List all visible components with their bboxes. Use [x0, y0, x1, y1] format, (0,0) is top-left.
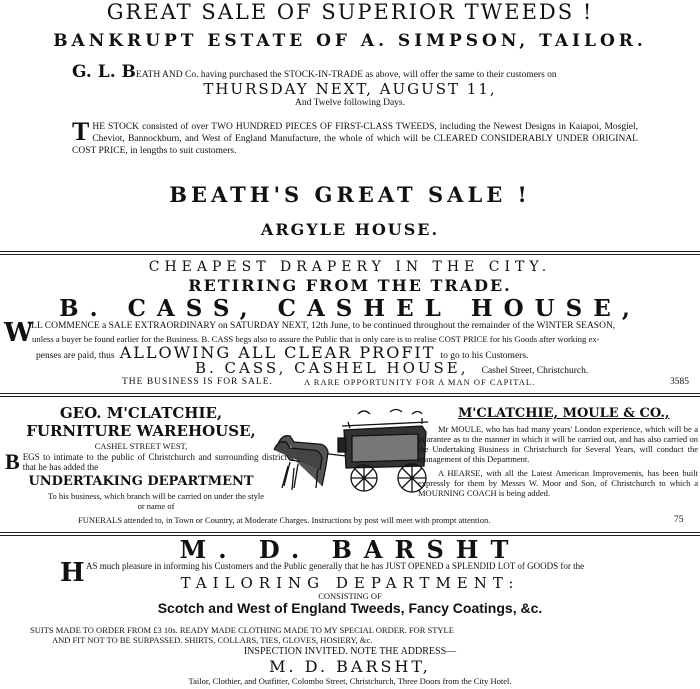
- ad3-right-name: M'CLATCHIE, MOULE & CO.,: [458, 406, 670, 421]
- ad2-address: Cashel Street, Christchurch.: [481, 366, 589, 376]
- ad4-invited: INSPECTION INVITED. NOTE THE ADDRESS—: [243, 646, 457, 657]
- ad1-body-text: HE STOCK consisted of over TWO HUNDRED PIECES OF FIRST-CLASS TWEEDS, including the Newest Designs in Kaiapoi, Mosgiel, Cheviot, Bannockburn, and West of England Manufacture, the whole of which will be CLEARED CONSIDERABLY UNDER ORIGINAL COST PRICE, in lengths to suit customers.: [72, 122, 638, 156]
- ad2-name2-line: [195, 358, 588, 377]
- ad3-funerals: FUNERALS attended to, in Town or Country, at Moderate Charges. Instructions by post will meet with prompt attention.: [78, 515, 491, 525]
- ad1-great-sale: BEATH'S GREAT SALE !: [169, 182, 531, 207]
- ad2-line3-b: to go to his Customers.: [440, 351, 529, 361]
- ad3-left-body-text: EGS to intimate to the public of Christchurch and surrounding district that he has added the: [22, 452, 287, 472]
- ad3-left-street: CASHEL STREET WEST,: [94, 441, 188, 451]
- ad2-cheapest: CHEAPEST DRAPERY IN THE CITY.: [148, 259, 552, 275]
- ad3-right-body1: Mr MOULE, who has had many years' London experience, which will be a guarantee as to the manner in which it will be carried out, and has also carried on the Undertaking Business in Christchurch for Several Years, will conduct the management of this Department.: [418, 424, 698, 464]
- ad3-number: 75: [674, 515, 684, 525]
- ad1-intro-gl: G. L. B: [72, 62, 136, 82]
- ad1-headline: GREAT SALE OF SUPERIOR TWEEDS !: [106, 0, 594, 24]
- ad4-tailoring: TAILORING DEPARTMENT:: [180, 574, 520, 592]
- ad1-following: And Twelve following Days.: [295, 98, 405, 108]
- ad3-left-tail2: or name of: [137, 501, 175, 511]
- ad3-left-drop-cap: B: [5, 449, 20, 474]
- ad3-right-body2: A HEARSE, with all the Latest American Improvements, has been built expressly for them by Messrs W. Moor and Son, of Christchurch to which a MOURNING COACH is being added.: [418, 468, 698, 498]
- ad1-house: ARGYLE HOUSE.: [260, 220, 440, 239]
- ad4-consisting: CONSISTING OF: [318, 591, 382, 601]
- ad4-name: M. D. BARSHT: [179, 535, 521, 564]
- ad2-line3-a: penses are paid, thus: [36, 351, 115, 361]
- hearse-illustration: [272, 408, 432, 496]
- ad1-drop-cap: T: [72, 117, 90, 146]
- ad3-left-tail1: To his business, which branch will be carried on under the style: [47, 491, 265, 501]
- ad3-left-name: GEO. M'CLATCHIE,: [59, 404, 223, 422]
- ad2-name2: B. CASS, CASHEL HOUSE,: [195, 359, 469, 377]
- ad1-intro-line: [72, 62, 557, 82]
- ad3-left-body: [5, 449, 287, 474]
- ad2-rare: A RARE OPPORTUNITY FOR A MAN OF CAPITAL.: [304, 377, 536, 387]
- ad2-number: 3585: [670, 377, 689, 387]
- ad4-line1: AS much pleasure in informing his Customers and the Public generally that he has JUST OPENED a SPLENDID LOT of GOODS for the: [86, 561, 585, 571]
- ad2-line2: unless a buyer be found earlier for the Business. B. CASS begs also to assure the Public that is only care is to realise COST PRICE for his Goods after working ex-: [32, 334, 600, 344]
- ad1-body: [72, 117, 638, 157]
- ad1-date: THURSDAY NEXT, AUGUST 11,: [203, 80, 497, 98]
- separator-rule: [0, 251, 700, 255]
- ad3-left-dept: UNDERTAKING DEPARTMENT: [28, 474, 254, 489]
- ad4-goods: Scotch and West of England Tweeds, Fancy Coatings, &c.: [157, 600, 543, 616]
- ad2-allowing: ALLOWING ALL CLEAR PROFIT: [119, 343, 436, 362]
- ad2-drop-cap: W: [4, 318, 34, 348]
- separator-rule: [0, 393, 700, 397]
- ad4-footer: Tailor, Clothier, and Outfitter, Colombo Street, Christchurch, Three Doors from the City Hotel.: [188, 676, 512, 686]
- ad4-suits2: AND FIT NOT TO BE SURPASSED. SHIRTS, COLLARS, TIES, GLOVES, HOSIERY, &c.: [52, 635, 373, 645]
- ad1-subhead: BANKRUPT ESTATE OF A. SIMPSON, TAILOR.: [53, 31, 647, 51]
- ad2-for-sale: THE BUSINESS IS FOR SALE.: [122, 377, 273, 387]
- ad2-retiring: RETIRING FROM THE TRADE.: [188, 276, 512, 295]
- ad2-line1: ILL COMMENCE a SALE EXTRAORDINARY on SATURDAY NEXT, 12th June, to be continued throughout the remainder of the WINTER SEASON,: [28, 321, 616, 331]
- ad4-name2: M. D. BARSHT,: [269, 657, 431, 676]
- ad3-left-title: FURNITURE WAREHOUSE,: [26, 422, 256, 440]
- ad4-suits1: SUITS MADE TO ORDER FROM £3 10s. READY MADE CLOTHING MADE TO MY SPECIAL ORDER. FOR STYLE: [30, 625, 454, 635]
- ad4-drop-cap: H: [60, 558, 85, 588]
- ad1-intro-rest: EATH AND Co. having purchased the STOCK-IN-TRADE as above, will offer the same to their customers on: [135, 70, 557, 80]
- ad2-name: B. CASS, CASHEL HOUSE,: [59, 295, 641, 322]
